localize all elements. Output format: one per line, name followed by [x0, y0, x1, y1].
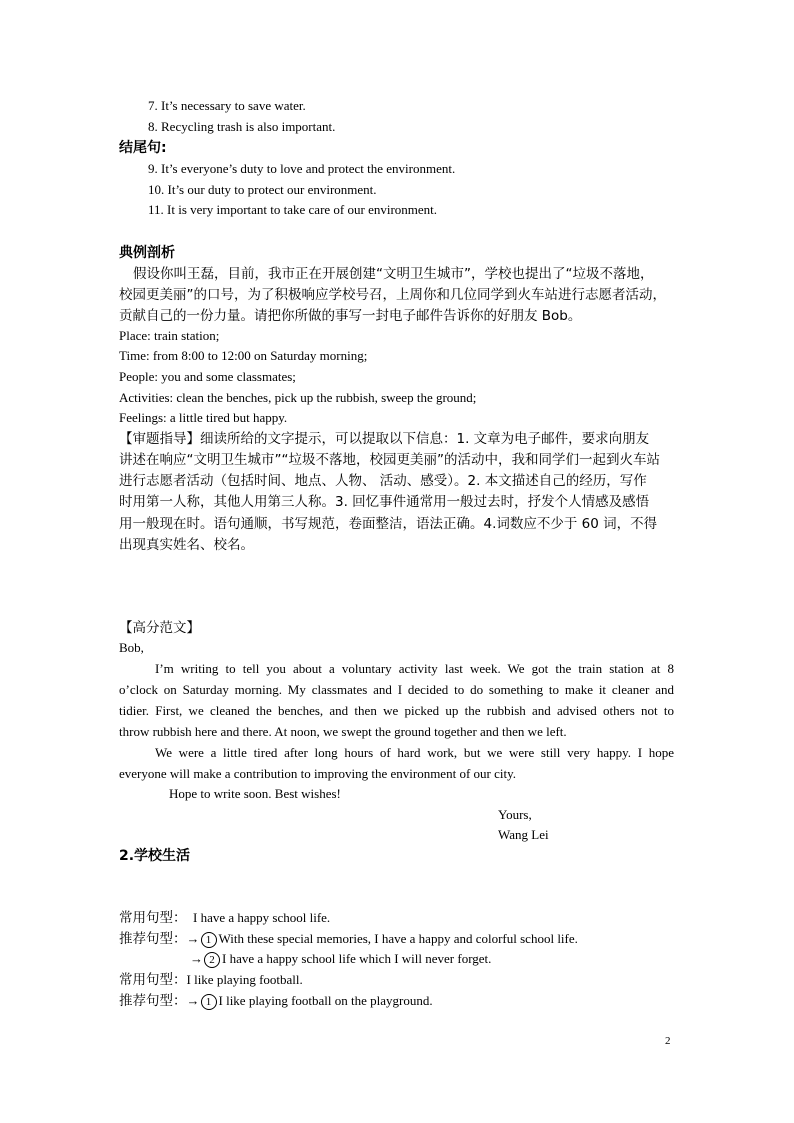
essay-line: tidier. First, we cleaned the benches, and then we picked up the rubbish and advised others not to — [119, 703, 674, 718]
list-item: 8. Recycling trash is also important. — [148, 119, 336, 134]
guide-line: 讲述在响应“文明卫生城市”“垃圾不落地，校园更美丽”的活动中，我和同学们一起到火车站 — [119, 452, 660, 468]
pattern-label: 常用句型： — [119, 910, 187, 926]
guide-line: 出现真实姓名、校名。 — [119, 537, 254, 553]
pattern-text: With these special memories, I have a happy and colorful school life. — [218, 931, 578, 946]
guide-line: 进行志愿者活动（包括时间、地点、人物、 活动、感受）。2. 本文描述自己的经历，写作 — [119, 473, 647, 489]
example-heading: 典例剖析 — [119, 245, 175, 261]
info-line: Feelings: a little tired but happy. — [119, 410, 288, 425]
pattern-text: I like playing football on the playground. — [218, 993, 433, 1008]
pattern-text: I have a happy school life. — [193, 910, 331, 925]
essay-line: I’m writing to tell you about a voluntary activity last week. We got the train station at 8 — [155, 661, 674, 676]
closing: Hope to write soon. Best wishes! — [169, 786, 341, 801]
guide-line: 用一般现在时。语句通顺，书写规范，卷面整洁，语法正确。4.词数应不少于 60 词，不得 — [119, 516, 658, 532]
pattern-text: I have a happy school life which I will never forget. — [222, 951, 492, 966]
pattern-row — [190, 949, 491, 969]
pattern-row — [119, 970, 303, 990]
section-title: 2.学校生活 — [119, 848, 191, 864]
pattern-row — [119, 991, 433, 1011]
guide-line: 时用第一人称，其他人用第三人称。3. 回忆事件通常用一般过去时，抒发个人情感及感悟 — [119, 494, 650, 510]
task-line: 校园更美丽”的口号，为了积极响应学校号召，上周你和几位同学到火车站进行志愿者活动， — [119, 287, 666, 303]
essay-line: throw rubbish here and there. At noon, we swept the ground together and then we left. — [119, 724, 567, 739]
task-line: 假设你叫王磊，目前，我市正在开展创建“文明卫生城市”，学校也提出了“垃圾不落地， — [133, 266, 654, 282]
info-line: Time: from 8:00 to 12:00 on Saturday morning; — [119, 348, 368, 363]
sample-heading: 【高分范文】 — [119, 620, 200, 636]
pattern-label: 推荐句型： — [119, 931, 187, 947]
pattern-row — [119, 908, 330, 928]
info-line: Activities: clean the benches, pick up the rubbish, sweep the ground; — [119, 390, 477, 405]
list-item: 9. It’s everyone’s duty to love and protect the environment. — [148, 161, 456, 176]
circled-number: 1 — [201, 932, 217, 948]
page-number: 2 — [665, 1035, 671, 1047]
pattern-label: 常用句型： — [119, 972, 187, 988]
guide-line: 【审题指导】细读所给的文字提示，可以提取以下信息：1. 文章为电子邮件，要求向朋友 — [119, 431, 650, 447]
essay-line: everyone will make a contribution to improving the environment of our city. — [119, 766, 517, 781]
info-line: Place: train station; — [119, 328, 220, 343]
sign-off: Yours, — [498, 807, 532, 822]
list-item: 10. It’s our duty to protect our environment. — [148, 182, 377, 197]
circled-number: 1 — [201, 994, 217, 1010]
greeting: Bob, — [119, 640, 144, 655]
essay-line: We were a little tired after long hours of hard work, but we were still very happy. I hope — [155, 745, 674, 760]
list-item: 7. It’s necessary to save water. — [148, 98, 306, 113]
arrow-icon: → — [186, 931, 200, 946]
ending-heading: 结尾句: — [119, 140, 167, 156]
arrow-icon: → — [186, 993, 200, 1008]
pattern-row — [119, 929, 578, 949]
pattern-text: I like playing football. — [186, 972, 303, 987]
essay-line: o’clock on Saturday morning. My classmates and I decided to do something to make it cleaner and — [119, 682, 674, 697]
info-line: People: you and some classmates; — [119, 369, 296, 384]
task-line: 贡献自己的一份力量。请把你所做的事写一封电子邮件告诉你的好朋友 Bob。 — [119, 308, 582, 324]
pattern-label: 推荐句型： — [119, 993, 187, 1009]
circled-number: 2 — [204, 952, 220, 968]
list-item: 11. It is very important to take care of our environment. — [148, 202, 438, 217]
arrow-icon: → — [190, 951, 203, 966]
signature: Wang Lei — [498, 827, 549, 842]
